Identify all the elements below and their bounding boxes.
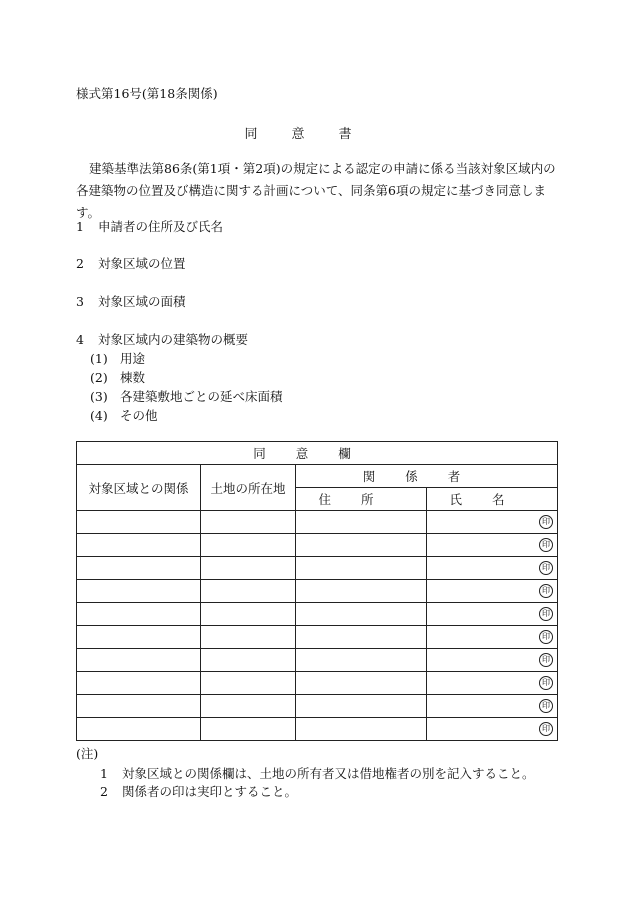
cell-relation[interactable]	[77, 695, 201, 718]
consent-table-body	[77, 511, 558, 741]
subitem-number: (2)	[90, 370, 108, 385]
cell-address[interactable]	[296, 649, 427, 672]
table-row	[77, 649, 558, 672]
cell-address[interactable]	[296, 626, 427, 649]
note-text: 関係者の印は実印とすること。	[122, 784, 298, 799]
cell-address[interactable]	[296, 695, 427, 718]
table-row	[77, 557, 558, 580]
header-party: 関係者	[296, 465, 558, 488]
cell-address[interactable]	[296, 580, 427, 603]
cell-address[interactable]	[296, 534, 427, 557]
item-label: 対象区域の位置	[98, 256, 186, 271]
cell-relation[interactable]	[77, 649, 201, 672]
item-number: 4	[76, 332, 84, 347]
seal-mark: 印	[539, 515, 553, 529]
table-row	[77, 672, 558, 695]
cell-name[interactable]	[427, 603, 558, 626]
cell-relation[interactable]	[77, 672, 201, 695]
cell-address[interactable]	[296, 511, 427, 534]
cell-location[interactable]	[201, 557, 296, 580]
header-name: 氏名	[427, 488, 558, 511]
table-row	[77, 626, 558, 649]
cell-address[interactable]	[296, 603, 427, 626]
item-1	[76, 217, 223, 235]
item-number: 3	[76, 294, 84, 309]
item-number: 1	[76, 219, 84, 234]
cell-location[interactable]	[201, 603, 296, 626]
cell-relation[interactable]	[77, 580, 201, 603]
cell-name[interactable]	[427, 672, 558, 695]
cell-relation[interactable]	[77, 626, 201, 649]
cell-address[interactable]	[296, 718, 427, 741]
seal-mark: 印	[539, 676, 553, 690]
subitem-4	[90, 406, 158, 424]
subitem-label: その他	[120, 408, 158, 423]
seal-mark: 印	[539, 607, 553, 621]
cell-location[interactable]	[201, 718, 296, 741]
cell-name[interactable]	[427, 626, 558, 649]
intro-paragraph: 建築基準法第86条(第1項・第2項)の規定による認定の申請に係る当該対象区域内の各建築物の位置及び構造に関する計画について、同条第6項の規定に基づき同意します。	[76, 161, 556, 220]
header-address: 住所	[296, 488, 427, 511]
cell-relation[interactable]	[77, 603, 201, 626]
cell-relation[interactable]	[77, 557, 201, 580]
cell-address[interactable]	[296, 672, 427, 695]
table-row	[77, 534, 558, 557]
cell-relation[interactable]	[77, 511, 201, 534]
table-row	[77, 580, 558, 603]
seal-mark: 印	[539, 538, 553, 552]
item-3	[76, 292, 186, 310]
subitem-2	[90, 368, 145, 386]
note-number: 2	[100, 784, 108, 799]
seal-mark: 印	[539, 630, 553, 644]
seal-mark: 印	[539, 653, 553, 667]
table-row	[77, 511, 558, 534]
cell-location[interactable]	[201, 672, 296, 695]
cell-location[interactable]	[201, 695, 296, 718]
consent-table	[76, 441, 558, 741]
form-number: 様式第16号(第18条関係)	[76, 86, 218, 101]
table-title: 同意欄	[77, 442, 558, 465]
notes-heading: (注)	[76, 746, 99, 761]
cell-name[interactable]	[427, 718, 558, 741]
item-2	[76, 254, 186, 272]
note-1	[100, 764, 535, 782]
cell-relation[interactable]	[77, 718, 201, 741]
cell-address[interactable]	[296, 557, 427, 580]
cell-location[interactable]	[201, 626, 296, 649]
table-row	[77, 695, 558, 718]
cell-location[interactable]	[201, 511, 296, 534]
subitem-3	[90, 387, 283, 405]
header-relation: 対象区域との関係	[77, 465, 201, 511]
cell-location[interactable]	[201, 580, 296, 603]
seal-mark: 印	[539, 561, 553, 575]
seal-mark: 印	[539, 584, 553, 598]
seal-mark: 印	[539, 699, 553, 713]
cell-name[interactable]	[427, 649, 558, 672]
subitem-1	[90, 349, 145, 367]
item-label: 対象区域内の建築物の概要	[98, 332, 249, 347]
seal-mark: 印	[539, 722, 553, 736]
cell-name[interactable]	[427, 580, 558, 603]
cell-name[interactable]	[427, 511, 558, 534]
note-2	[100, 782, 297, 800]
cell-name[interactable]	[427, 557, 558, 580]
table-row	[77, 718, 558, 741]
item-label: 対象区域の面積	[98, 294, 186, 309]
header-location: 土地の所在地	[201, 465, 296, 511]
cell-location[interactable]	[201, 649, 296, 672]
cell-location[interactable]	[201, 534, 296, 557]
table-row	[77, 603, 558, 626]
item-4	[76, 330, 248, 348]
item-number: 2	[76, 256, 84, 271]
subitem-number: (1)	[90, 351, 108, 366]
cell-name[interactable]	[427, 534, 558, 557]
subitem-label: 用途	[120, 351, 146, 366]
item-label: 申請者の住所及び氏名	[98, 219, 224, 234]
subitem-label: 各建築敷地ごとの延べ床面積	[120, 389, 283, 404]
note-number: 1	[100, 766, 108, 781]
cell-name[interactable]	[427, 695, 558, 718]
subitem-label: 棟数	[120, 370, 146, 385]
document-title: 同意書	[244, 127, 386, 142]
subitem-number: (3)	[90, 389, 108, 404]
note-text: 対象区域との関係欄は、土地の所有者又は借地権者の別を記入すること。	[122, 766, 535, 781]
subitem-number: (4)	[90, 408, 108, 423]
cell-relation[interactable]	[77, 534, 201, 557]
